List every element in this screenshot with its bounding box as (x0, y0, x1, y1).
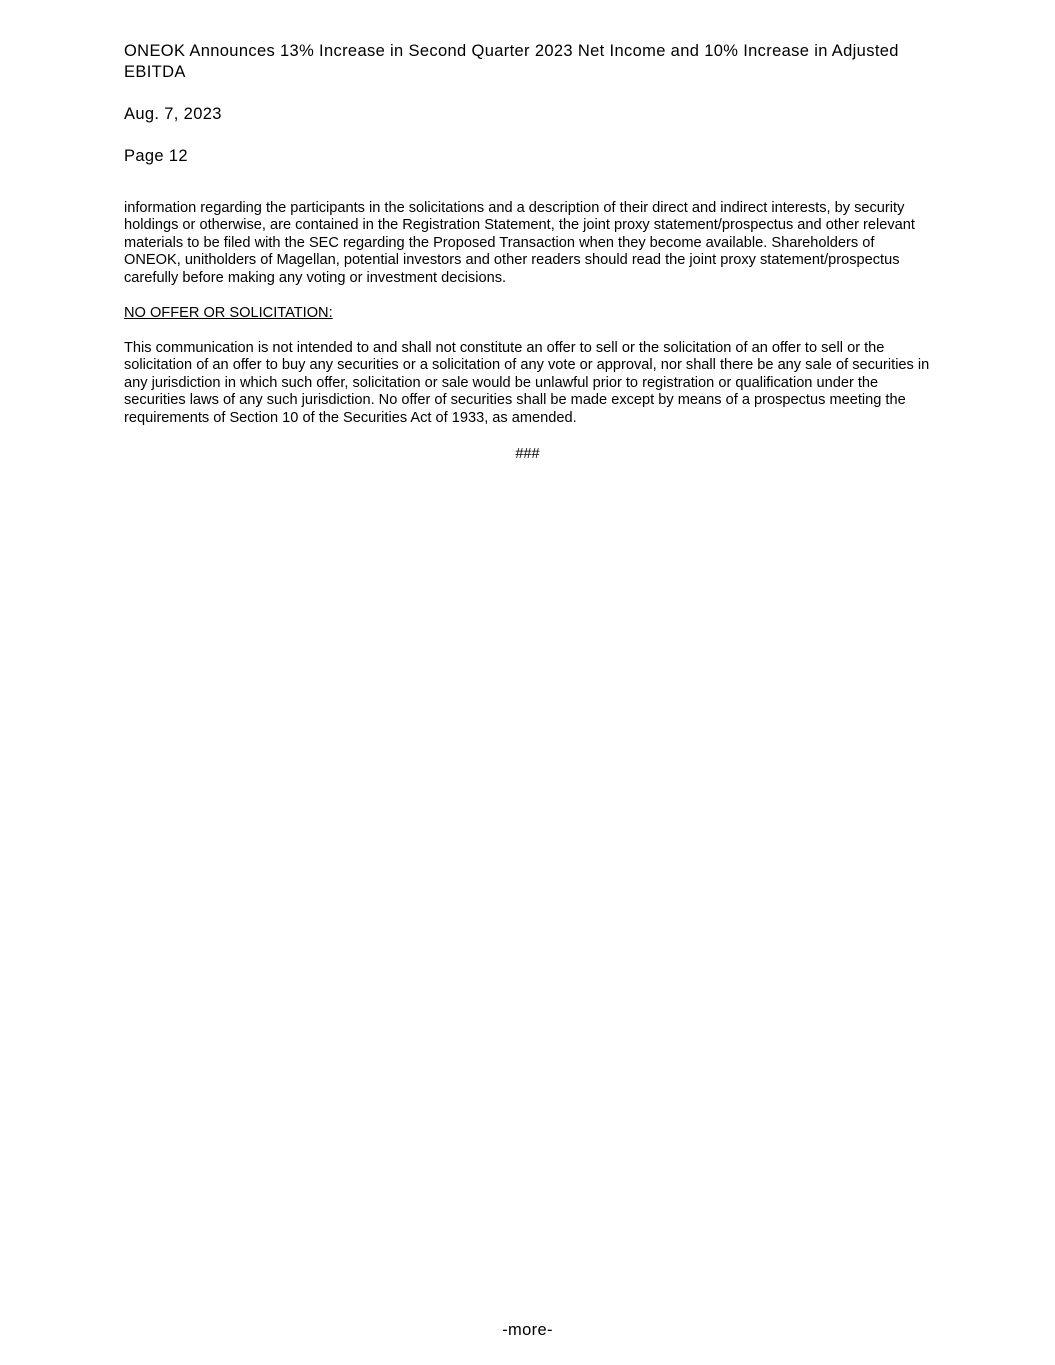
document-title: ONEOK Announces 13% Increase in Second Quarter 2023 Net Income and 10% Increase in Adjusted EBITDA (124, 42, 899, 81)
page-number: Page 12 (124, 147, 188, 165)
body-paragraph: This communication is not intended to and shall not constitute an offer to sell or the solicitation of an offer to sell or the solicitation of an offer to buy any securities or a solicitation of any vote or approval, nor shall there be any sale of securities in any jurisdiction in which such offer, solicitation or sale would be unlawful prior to registration or qualification under the securities laws of any such jurisdiction. No offer of securities shall be made except by means of a prospectus meeting the requirements of Section 10 of the Securities Act of 1933, as amended. (124, 340, 930, 426)
document-date: Aug. 7, 2023 (124, 105, 222, 123)
section-heading: NO OFFER OR SOLICITATION: (124, 305, 333, 321)
end-of-release-mark: ### (515, 446, 540, 462)
body-paragraph: information regarding the participants in the solicitations and a description of their direct and indirect interests, by security holdings or otherwise, are contained in the Registration Statement, the joint proxy statement/prospectus and other relevant materials to be filed with the SEC regarding the Proposed Transaction when they become available. Shareholders of ONEOK, unitholders of Magellan, potential investors and other readers should read the joint proxy statement/prospectus carefully before making any voting or investment decisions. (124, 200, 915, 286)
continuation-marker: -more- (502, 1321, 553, 1339)
